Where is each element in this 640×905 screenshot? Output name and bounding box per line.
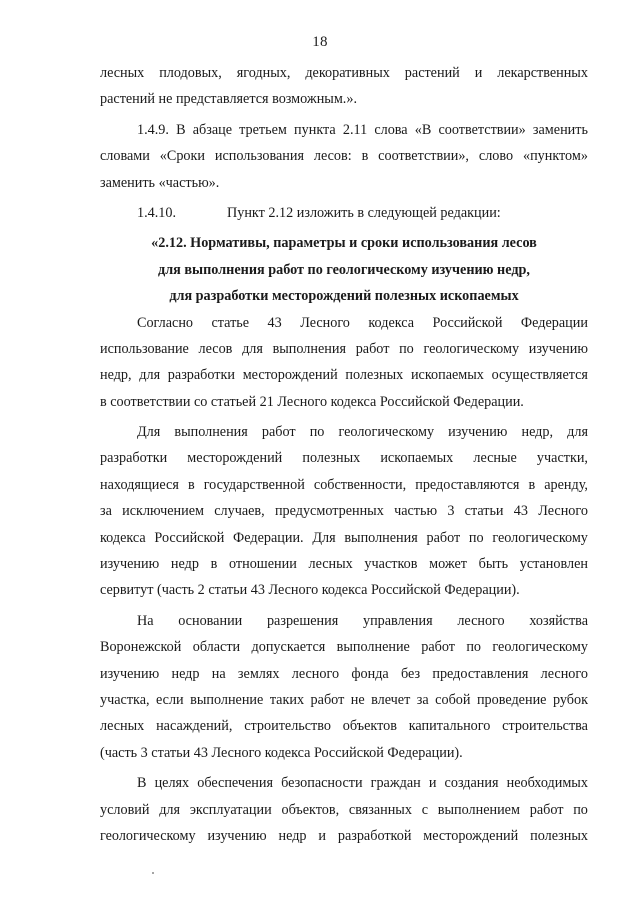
word: выполнения	[174, 424, 248, 441]
word: «пунктом»	[522, 148, 588, 165]
word: плодовых,	[159, 65, 222, 81]
word: без	[401, 665, 421, 682]
word: землях	[237, 665, 280, 682]
word: соответствии»,	[378, 148, 469, 165]
word: в	[528, 476, 536, 493]
word: обеспечения	[197, 775, 274, 792]
word: Согласно	[137, 314, 194, 331]
word: государственной	[203, 476, 305, 493]
word: в	[361, 148, 369, 165]
word: изучению	[100, 665, 160, 682]
section-heading-line	[100, 283, 588, 309]
word: целях	[154, 775, 190, 792]
text-line	[100, 86, 588, 112]
word: соответствии»	[438, 121, 526, 138]
word: На	[137, 612, 154, 629]
word: по	[468, 529, 484, 546]
word: в	[187, 476, 195, 493]
word: месторождений	[423, 827, 519, 844]
text-line	[100, 362, 588, 388]
word: полезных	[302, 450, 361, 467]
text-line	[100, 713, 588, 739]
word: 3	[447, 503, 455, 520]
text-line	[100, 419, 588, 445]
word: Российской	[432, 314, 503, 331]
word: безопасности	[281, 775, 363, 792]
word: аренду,	[544, 476, 588, 493]
word: выполнения	[272, 340, 346, 357]
word: строительства	[502, 718, 588, 735]
word: работ	[529, 801, 564, 818]
word: выполнение	[190, 691, 264, 708]
word: рубок	[552, 691, 588, 708]
word: 43	[513, 503, 528, 520]
word: за	[416, 691, 429, 708]
word: геологическому	[100, 827, 196, 844]
text-span: в соответствии со статьей 21 Лесного кодекса Российской Федерации.	[100, 393, 524, 410]
word: растений	[404, 65, 460, 81]
word: лесных	[308, 556, 353, 573]
text-span: сервитут (часть 2 статьи 43 Лесного кодекса Российской Федерации).	[100, 582, 520, 599]
word: предоставления	[432, 665, 529, 682]
word: недр	[278, 827, 307, 844]
word: недр,	[521, 424, 554, 441]
word: использование	[100, 340, 189, 357]
text-line	[100, 472, 588, 498]
word: геологическому	[423, 340, 520, 357]
word: разрешения	[266, 612, 339, 629]
word: собой	[435, 691, 471, 708]
text-line	[100, 823, 588, 849]
text-span: заменить «частью».	[100, 174, 220, 191]
word: лекарственных	[497, 65, 588, 81]
word: слово	[478, 148, 514, 165]
text-line	[100, 389, 588, 415]
word: недр	[170, 556, 199, 573]
word: недр,	[100, 367, 132, 384]
word: месторождений	[242, 367, 338, 384]
word: геологическому	[338, 424, 435, 441]
word: работ	[426, 529, 461, 546]
text-line	[100, 170, 588, 196]
text-line	[100, 608, 588, 634]
text-line	[100, 551, 588, 577]
word: может	[429, 556, 467, 573]
word: выполнение	[336, 639, 410, 656]
text-line	[100, 770, 588, 796]
word: кодекса	[368, 314, 415, 331]
word: за	[100, 503, 112, 520]
word: кодекса	[100, 529, 146, 546]
word: В	[137, 775, 147, 792]
word: работ	[261, 424, 296, 441]
word: Воронежской	[100, 639, 182, 656]
word: Для	[137, 424, 161, 441]
word: ягодных,	[236, 65, 291, 81]
word: статьи	[464, 503, 504, 520]
word: предоставляются	[415, 476, 520, 493]
word: третьем	[239, 121, 287, 138]
word: для	[567, 424, 588, 441]
text-span: (часть 3 статьи 43 Лесного кодекса Российской Федерации).	[100, 744, 463, 761]
word: по	[466, 639, 482, 656]
word: выполнением	[437, 801, 520, 818]
word: и	[474, 65, 483, 81]
word: для	[159, 801, 181, 818]
word: строительство	[244, 718, 331, 735]
word: таких	[269, 691, 305, 708]
word: Федерации.	[233, 529, 304, 546]
word: управления	[362, 612, 433, 629]
word: с	[421, 801, 429, 818]
word: если	[156, 691, 184, 708]
text-line	[100, 143, 588, 169]
word: и	[428, 775, 437, 792]
word: Федерации	[520, 314, 588, 331]
heading-text: «2.12. Нормативы, параметры и сроки использования лесов	[151, 235, 537, 252]
word: находящиеся	[100, 476, 179, 493]
item-number: 1.4.10.	[137, 204, 177, 221]
word: хозяйства	[529, 612, 588, 629]
word: лесных	[100, 718, 145, 735]
document-body	[100, 60, 588, 849]
word: не	[350, 691, 365, 708]
word: 43	[267, 314, 282, 331]
word: пункта	[294, 121, 336, 138]
word: геологическому	[492, 529, 588, 546]
word: основании	[178, 612, 243, 629]
word: фонда	[351, 665, 389, 682]
word: по	[573, 801, 588, 818]
text-line	[100, 687, 588, 713]
word: изучению	[100, 556, 160, 573]
word: геологическому	[492, 639, 588, 656]
word: участка,	[100, 691, 150, 708]
word: лесов:	[313, 148, 352, 165]
text-line	[100, 740, 588, 766]
text-line	[100, 797, 588, 823]
word: капитального	[408, 718, 491, 735]
word: собственности,	[313, 476, 407, 493]
word: по	[309, 424, 325, 441]
word: полезных	[530, 827, 588, 844]
word: исключением	[122, 503, 204, 520]
word: использования	[214, 148, 304, 165]
word: абзаце	[192, 121, 233, 138]
text-span: растений не представляется возможным.».	[100, 91, 357, 108]
word: граждан	[370, 775, 421, 792]
word: изучению	[448, 424, 508, 441]
word: «В	[414, 121, 432, 138]
word: ископаемых	[380, 450, 454, 467]
word: «Сроки	[159, 148, 205, 165]
word: насаждений,	[156, 718, 233, 735]
text-line	[100, 117, 588, 143]
word: лесные	[473, 450, 517, 467]
scan-speck	[152, 872, 154, 874]
word: необходимых	[506, 775, 588, 792]
section-heading-line	[100, 257, 588, 283]
text-line	[100, 498, 588, 524]
text-line	[100, 577, 588, 603]
word: по	[399, 340, 414, 357]
word: частью	[394, 503, 438, 520]
word: объектов	[342, 718, 397, 735]
text-line	[100, 445, 588, 471]
word: декоративных	[305, 65, 390, 81]
word: лесного	[540, 665, 588, 682]
word: осуществляется	[491, 367, 588, 384]
word: 2.11	[342, 121, 368, 138]
word: изучению	[528, 340, 588, 357]
word: работ	[355, 340, 390, 357]
word: ископаемых	[410, 367, 484, 384]
word: условий	[100, 801, 150, 818]
word: Российской	[154, 529, 225, 546]
word: для	[139, 367, 161, 384]
word: предусмотренных	[274, 503, 384, 520]
word: участки,	[536, 450, 588, 467]
word: 1.4.9.	[137, 121, 169, 138]
text-line	[100, 634, 588, 660]
text-line	[100, 661, 588, 687]
word: словами	[100, 148, 150, 165]
word: быть	[478, 556, 509, 573]
word: работ	[310, 691, 345, 708]
word: случаев,	[214, 503, 265, 520]
word: создания	[444, 775, 499, 792]
heading-text: для выполнения работ по геологическому изучению недр,	[158, 261, 530, 278]
text-line	[100, 525, 588, 551]
word: Для	[312, 529, 336, 546]
word: Лесного	[300, 314, 350, 331]
word: изучению	[207, 827, 267, 844]
word: лесного	[457, 612, 505, 629]
word: влечет	[371, 691, 411, 708]
item-text: Пункт 2.12 изложить в следующей редакции:	[227, 204, 501, 221]
word: статье	[211, 314, 250, 331]
heading-text: для разработки месторождений полезных ископаемых	[169, 288, 519, 305]
word: эксплуатации	[189, 801, 272, 818]
word: лесных	[100, 65, 145, 81]
word: слова	[374, 121, 408, 138]
word: лесов	[198, 340, 233, 357]
word: лесного	[291, 665, 340, 682]
word: установлен	[519, 556, 588, 573]
word: для	[242, 340, 263, 357]
word: В	[176, 121, 186, 138]
text-line	[100, 60, 588, 86]
text-line	[100, 336, 588, 362]
word: Лесного	[538, 503, 588, 520]
word: связанных	[348, 801, 412, 818]
word: отношении	[229, 556, 297, 573]
word: и	[318, 827, 326, 844]
word: разработкой	[337, 827, 412, 844]
page-number: 18	[312, 34, 328, 50]
word: заменить	[532, 121, 588, 138]
word: разработки	[167, 367, 235, 384]
word: области	[192, 639, 241, 656]
word: допускается	[251, 639, 326, 656]
word: полезных	[345, 367, 404, 384]
word: недр	[171, 665, 200, 682]
word: на	[211, 665, 226, 682]
word: месторождений	[187, 450, 283, 467]
word: работ	[421, 639, 455, 656]
word: выполнения	[344, 529, 418, 546]
word: участков	[364, 556, 418, 573]
word: в	[210, 556, 218, 573]
word: объектов,	[281, 801, 340, 818]
text-line	[100, 200, 588, 226]
text-line	[100, 310, 588, 336]
word: разработки	[100, 450, 168, 467]
word: проведение	[476, 691, 547, 708]
section-heading-line	[100, 230, 588, 256]
